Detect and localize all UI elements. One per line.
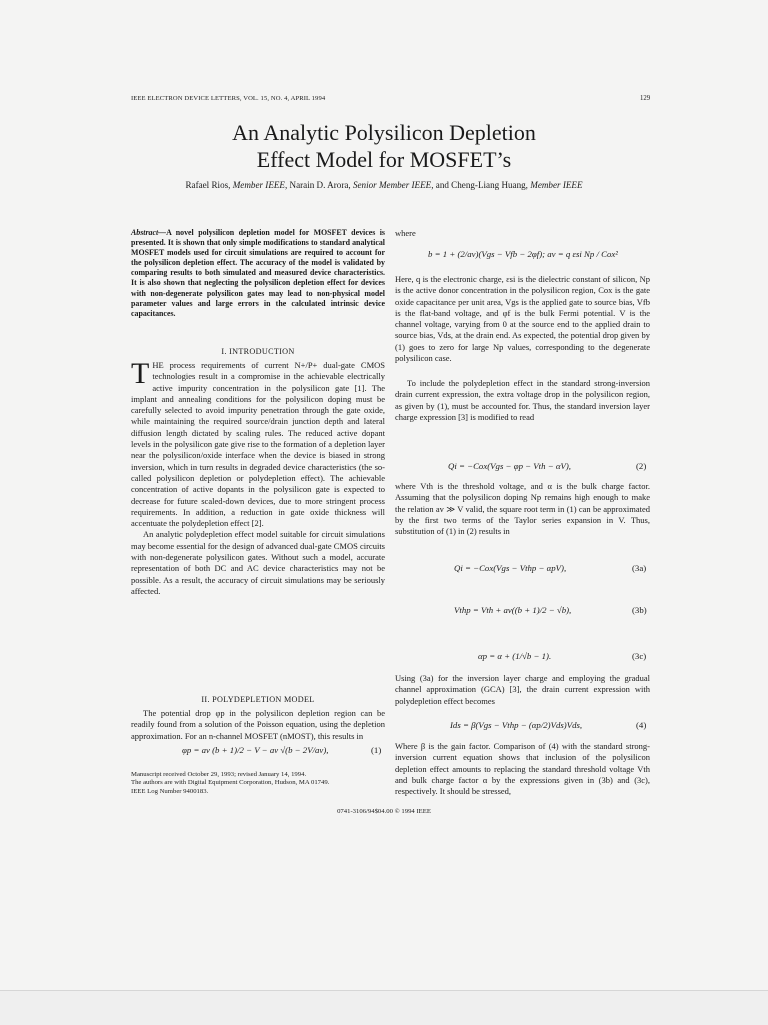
author-1: Rafael Rios, xyxy=(185,180,231,190)
introduction-paragraph-2: An analytic polydepletion effect model suitable for circuit simulations may become essential for the design of advanced dual-gate CMOS circuits with non-degenerate polysilicon gates. Without such a model, accurate representation of both DC and AC device characteristics may not be possible. As a result, the accuracy of circuit simulations may be seriously affected. xyxy=(131,529,385,596)
journal-header: IEEE ELECTRON DEVICE LETTERS, VOL. 15, NO. 4, APRIL 1994 xyxy=(131,95,326,102)
introduction-paragraph-1: THE process requirements of current N+/P+ dual-gate CMOS technologies result in a compromise in the achievable electrically active impurity concentration in the polysilicon gate [1]. The implant and annealing conditions for the polysilicon doping must be carefully selected to avoid impurity penetration through the gate oxide, while maintaining the required source/drain junction depth and lateral diffusion length dictated by scaling rules. The reduced active dopant levels in the polysilicon gate give rise to the formation of a depletion layer near the polysilicon/oxide interface when the device is biased in strong inversion, which in turn results in degraded device characteristics (the so-called polysilicon depletion or polydepletion effect). The achievable concentration of active dopants in the polysilicon gate is expected to decrease for future scaled-down devices, due to more stringent process requirements. In addition, a reduction in gate oxide thickness will accentuate the polydepletion effect [2]. xyxy=(131,357,385,529)
abstract xyxy=(131,228,385,319)
equation-3c: αp = α + (1/√b − 1). xyxy=(478,651,552,661)
abstract-text: A novel polysilicon depletion model for MOSFET devices is presented. It is shown that only simple modifications to standard analytical MOSFET models used for circuit simulations are required to account for the polysilicon depletion effect. The accuracy of the model is validated by comparing results to both simulated and measured device characteristics. It is also shown that neglecting the polysilicon depletion effect for devices with non-degenerate polysilicon gates may lead to non-physical model parameter values and large errors in the calculated intrinsic device capacitances. xyxy=(131,228,385,318)
footnote xyxy=(131,771,385,796)
author-line xyxy=(0,180,768,190)
right-paragraph-2: To include the polydepletion effect in the standard strong-inversion drain current expression, the extra voltage drop in the polysilicon region, as given by (1), must be accounted for. Thus, the standard inversion layer charge expression [3] is modified to read xyxy=(395,378,650,422)
model-paragraph-1: The potential drop φp in the polysilicon depletion region can be readily found from a solution of the Poisson equation, using the depletion approximation. For an n-channel MOSFET (nMOST), this results in xyxy=(131,708,385,741)
equation-3c-number: (3c) xyxy=(632,651,647,661)
drop-cap: T xyxy=(131,357,150,390)
equation-4: Ids = β(Vgs − Vthp − (αp/2)Vds)Vds, xyxy=(450,720,583,730)
equation-3a: Qi = −Cox(Vgs − Vthp − αpV), xyxy=(454,563,567,573)
paper-title-line2: Effect Model for MOSFET’s xyxy=(256,147,512,172)
equation-b-av: b = 1 + (2/av)(Vgs − Vfb − 2φf); av = q εsi Np / Cox² xyxy=(428,249,618,259)
equation-3b-number: (3b) xyxy=(632,605,647,615)
bottom-band xyxy=(0,990,768,1025)
right-paragraph-1: Here, q is the electronic charge, εsi is the dielectric constant of silicon, Np is the active donor concentration in the polysilicon region, Cox is the gate oxide capacitance per unit area, Vgs is the applied gate to source bias, Vfb is the flat-band voltage, and φf is the bulk Fermi potential. V is the channel voltage, varying from 0 at the source end to the applied drain to source bias, Vds, at the drain end. As expected, the potential drop given by (1) goes to zero for large Np values, corresponding to the degenerate polysilicon case. xyxy=(395,274,650,364)
where-label: where xyxy=(395,228,416,238)
footnote-log-number: IEEE Log Number 9400183. xyxy=(131,787,209,795)
right-paragraph-4: Using (3a) for the inversion layer charge and employing the gradual channel approximation (GCA) [3], the drain current expression with polydepletion effect becomes xyxy=(395,673,650,706)
footnote-affiliation: The authors are with Digital Equipment Corporation, Hudson, MA 01749. xyxy=(131,779,330,787)
equation-4-number: (4) xyxy=(636,720,647,730)
right-paragraph-3: where Vth is the threshold voltage, and α is the bulk charge factor. Assuming that the polysilicon doping Np remains high enough to make the relation av ≫ V valid, the square root term in (1) can be approximated by the first two terms of the Taylor series expansion in V. Thus, substitution of (1) in (2) results in xyxy=(395,481,650,537)
equation-3b: Vthp = Vth + av((b + 1)/2 − √b), xyxy=(454,605,572,615)
author-3: and Cheng-Liang Huang, xyxy=(435,180,528,190)
equation-3a-number: (3a) xyxy=(632,563,647,573)
abstract-lead: Abstract— xyxy=(131,228,167,237)
copyright-line: 0741-3106/94$04.00 © 1994 IEEE xyxy=(337,808,431,815)
equation-1-number: (1) xyxy=(371,745,382,755)
equation-2: Qi = −Cox(Vgs − φp − Vth − αV), xyxy=(448,461,571,471)
footnote-received: Manuscript received October 29, 1993; revised January 14, 1994. xyxy=(131,771,307,778)
page-number: 129 xyxy=(640,95,651,102)
equation-2-number: (2) xyxy=(636,461,647,471)
author-2-role: Senior Member IEEE, xyxy=(352,180,434,190)
section-heading-introduction: I. INTRODUCTION xyxy=(221,347,295,356)
section-heading-model: II. POLYDEPLETION MODEL xyxy=(201,695,315,704)
author-2: Narain D. Arora, xyxy=(289,180,351,190)
paper-title-line1: An Analytic Polysilicon Depletion xyxy=(232,120,536,145)
introduction-body xyxy=(131,357,385,597)
equation-1: φp = av (b + 1)/2 − V − av √(b − 2V/av), xyxy=(182,745,329,755)
right-paragraph-5: Where β is the gain factor. Comparison of (4) with the standard strong-inversion current equation shows that inclusion of the polysilicon depletion effect amounts to replacing the standard threshold voltage Vth and bulk charge factor α by the expressions given in (3b) and (3c), respectively. It should be stressed, xyxy=(395,741,650,797)
author-1-role: Member IEEE, xyxy=(232,180,288,190)
author-3-role: Member IEEE xyxy=(530,180,583,190)
